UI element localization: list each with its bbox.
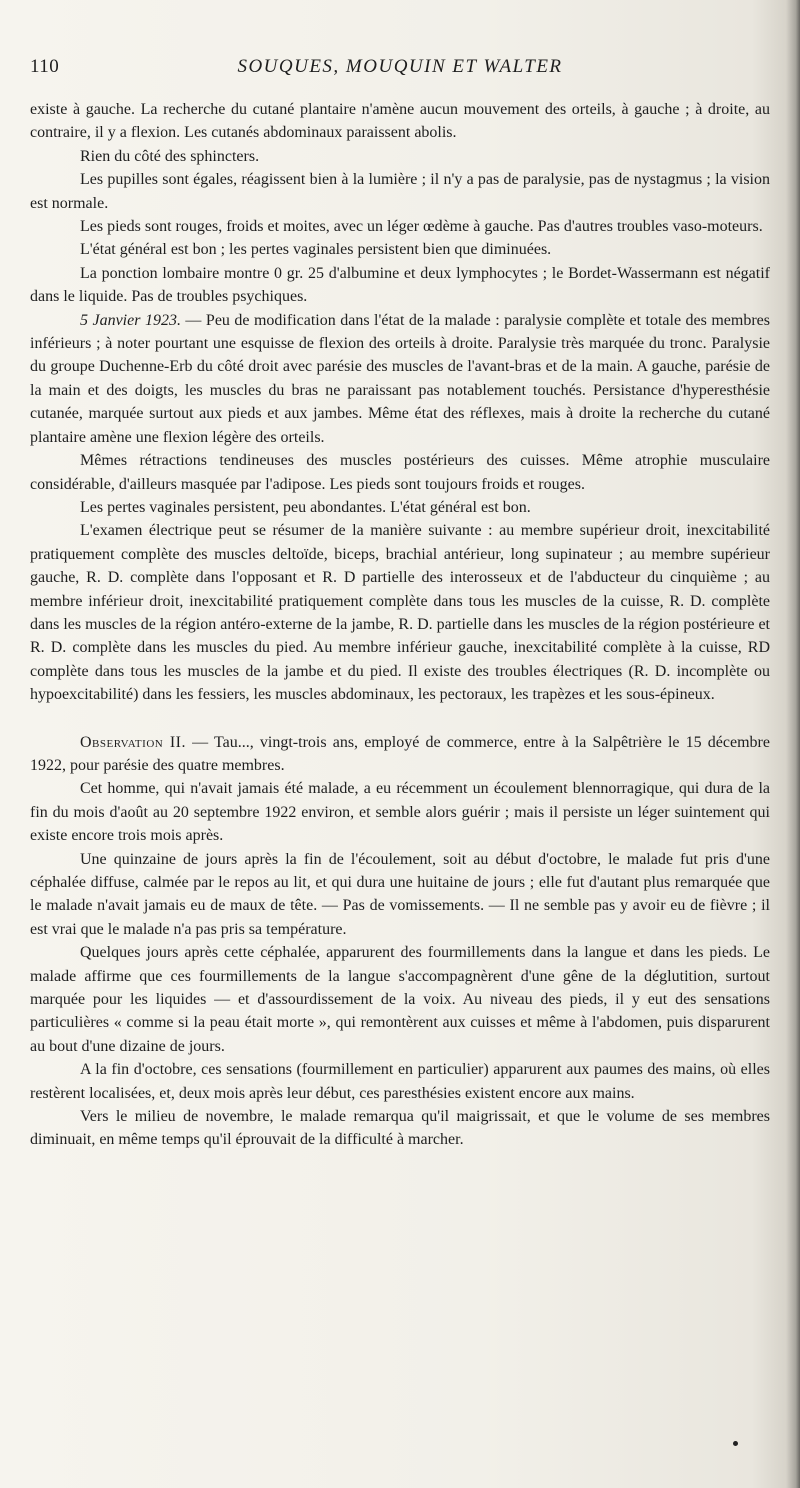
paragraph: Vers le milieu de novembre, le malade remarqua qu'il maigrissait, et que le volume de ses membres diminuait, en même temps qu'il éprouvait de la difficulté à marcher. — [30, 1108, 770, 1149]
entry-date: 5 Janvier 1923. — [80, 311, 181, 329]
observation-label: Observation II. — [80, 733, 187, 751]
paragraph: A la fin d'octobre, ces sensations (fourmillement en particulier) apparurent aux paumes des mains, où elles restèrent localisées, et, deux mois après leur début, ces paresthésies existent encore aux mains. — [30, 1061, 770, 1102]
paragraph-continued: existe à gauche. La recherche du cutané plantaire n'amène aucun mouvement des orteils, à gauche ; à droite, au contraire, il y a flexion. Les cutanés abdominaux paraissent abolis. — [30, 101, 770, 142]
ink-dot — [733, 1441, 738, 1446]
paragraph: Mêmes rétractions tendineuses des muscles postérieurs des cuisses. Même atrophie musculaire considérable, d'ailleurs masquée par l'adipose. Les pieds sont toujours froids et rouges. — [30, 452, 770, 493]
paragraph: Les pieds sont rouges, froids et moites, avec un léger œdème à gauche. Pas d'autres troubles vaso-moteurs. — [80, 218, 763, 236]
paragraph: Cet homme, qui n'avait jamais été malade, a eu récemment un écoulement blennorragique, qui dura de la fin du mois d'août au 20 septembre 1922 environ, et semble alors guérir ; mais il persiste un léger suintement qui existe encore trois mois après. — [30, 780, 770, 845]
page-header — [30, 56, 770, 84]
paragraph: Quelques jours après cette céphalée, apparurent des fourmillements dans la langue et dans les pieds. Le malade affirme que ces fourmillements de la langue s'accompagnèrent d'une gêne de la déglutition, surtout marquée pour les liquides — et d'assourdissement de la voix. Au niveau des pieds, il y eut des sensations particulières « comme si la peau était morte », qui remontèrent aux cuisses et même à l'abdomen, puis disparurent au bout d'une dizaine de jours. — [30, 944, 770, 1055]
page-binding-shadow — [786, 0, 800, 1488]
paragraph: Une quinzaine de jours après la fin de l'écoulement, soit au début d'octobre, le malade fut pris d'une céphalée diffuse, calmée par le repos au lit, et qui dura une huitaine de jours ; elle fut d'autant plus remarquée que le malade n'avait jamais eu de maux de tête. — Pas de vomissements. — Il ne semble pas y avoir eu de fièvre ; il est vrai que le malade n'a pas pris sa température. — [30, 850, 770, 938]
paragraph: Rien du côté des sphincters. — [80, 147, 260, 165]
paragraph-dated-entry — [30, 309, 770, 449]
page-number: 110 — [30, 56, 60, 77]
paragraph: Les pertes vaginales persistent, peu abondantes. L'état général est bon. — [80, 498, 531, 516]
observation-text: — Tau..., vingt-trois ans, employé de commerce, entre à la Salpêtrière le 15 décembre 1922, pour parésie des quatre membres. — [30, 733, 770, 774]
paragraph: Les pupilles sont égales, réagissent bien à la lumière ; il n'y a pas de paralysie, pas de nystagmus ; la vision est normale. — [30, 171, 770, 212]
running-title: SOUQUES, MOUQUIN ET WALTER — [237, 56, 563, 77]
paragraph: L'état général est bon ; les pertes vaginales persistent bien que diminuées. — [80, 241, 552, 259]
paragraph: L'examen électrique peut se résumer de la manière suivante : au membre supérieur droit, inexcitabilité pratiquement complète des muscles deltoïde, biceps, brachial antérieur, long supinateur ; au membre supérieur gauche, R. D. complète dans l'opposant et R. D partielle des interosseux et de l'abducteur du cinquième ; au membre inférieur droit, inexcitabilité pratiquement complète dans tous les muscles de la cuisse, R. D. complète dans les muscles de la région antéro-externe de la jambe, R. D. partielle dans les muscles de la région postérieure et R. D. complète dans les muscles du pied. Au membre inférieur gauche, inexcitabilité complète à la cuisse, RD complète dans tous les muscles de la jambe et du pied. Il existe des troubles électriques (R. D. incomplète ou hypoexcitabilité) dans les fessiers, les muscles abdominaux, les pectoraux, les trapèzes et les sous-épineux. — [30, 522, 770, 704]
entry-text: — Peu de modification dans l'état de la malade : paralysie complète et totale des membres inférieurs ; à noter pourtant une esquisse de flexion des orteils à droite. Paralysie très marquée du tronc. Paralysie du groupe Duchenne-Erb du côté droit avec parésie des muscles de l'avant-bras et de la main. A gauche, parésie de la main et des doigts, les muscles du bras ne paraissant pas notablement touchés. Persistance d'hyperesthésie cutanée, marquée surtout aux pieds et aux jambes. Même état des réflexes, mais à droite la recherche du cutané plantaire amène une flexion légère des orteils. — [30, 311, 770, 446]
observation-heading-paragraph — [30, 731, 770, 778]
body-text — [30, 98, 770, 1152]
paragraph: La ponction lombaire montre 0 gr. 25 d'albumine et deux lymphocytes ; le Bordet-Wassermann est négatif dans le liquide. Pas de troubles psychiques. — [30, 264, 770, 306]
